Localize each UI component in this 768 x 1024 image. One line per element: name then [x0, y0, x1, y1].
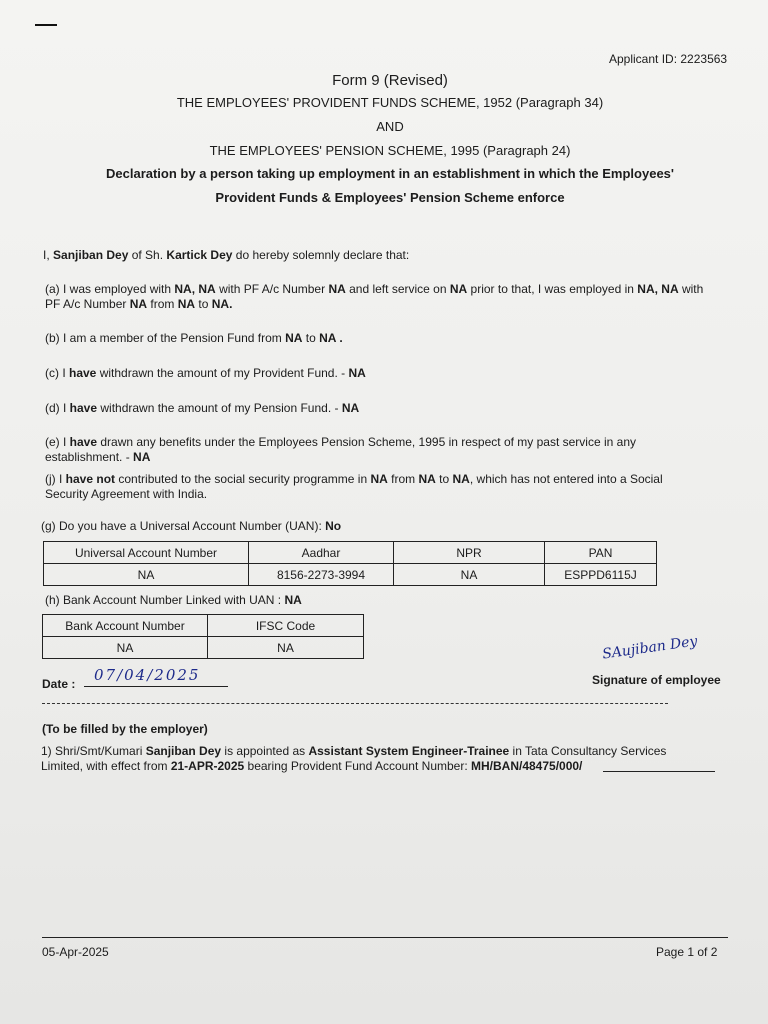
item-j: (j) I have not contributed to the social security programme in NA from NA to NA, which has not entered into a Social Security Agreement with India.	[45, 472, 663, 501]
item-g: (g) Do you have a Universal Account Number (UAN): No	[41, 519, 342, 533]
uan-value-row	[44, 564, 657, 586]
npr-value: NA	[394, 564, 545, 586]
employee-signature: SAujiban Dey	[601, 633, 699, 663]
footer-rule	[42, 937, 728, 938]
intro-line: I, Sanjiban Dey of Sh. Kartick Dey do hereby solemnly declare that:	[43, 248, 410, 262]
bank-account-value: NA	[43, 637, 208, 659]
uan-table	[43, 541, 657, 586]
margin-mark	[35, 24, 57, 26]
date-label: Date :	[42, 677, 76, 691]
footer-date: 05-Apr-2025	[42, 945, 109, 959]
scheme-2: THE EMPLOYEES' PENSION SCHEME, 1995 (Paragraph 24)	[209, 143, 571, 158]
pan-value: ESPPD6115J	[545, 564, 657, 586]
bank-value-row	[43, 637, 364, 659]
item-c: (c) I have withdrawn the amount of my Provident Fund. - NA	[45, 366, 366, 380]
scheme-1: THE EMPLOYEES' PROVIDENT FUNDS SCHEME, 1952 (Paragraph 34)	[176, 95, 604, 110]
footer-page-number: Page 1 of 2	[656, 945, 718, 959]
declaration-line-1: Declaration by a person taking up employment in an establishment in which the Employees'	[106, 166, 674, 181]
bank-table	[42, 614, 364, 659]
pan-header: PAN	[545, 542, 657, 564]
aadhar-header: Aadhar	[249, 542, 394, 564]
bank-account-header: Bank Account Number	[43, 615, 208, 637]
item-a: (a) I was employed with NA, NA with PF A/c Number NA and left service on NA prior to that, I was employed in NA, NA with PF A/c Number NA from NA to NA.	[45, 282, 704, 311]
date-underline	[84, 686, 228, 687]
ifsc-value: NA	[208, 637, 364, 659]
uan-value: NA	[44, 564, 249, 586]
and-text: AND	[376, 119, 404, 134]
applicant-id: Applicant ID: 2223563	[609, 52, 728, 66]
signature-label: Signature of employee	[592, 673, 721, 687]
employer-heading: (To be filled by the employer)	[42, 722, 208, 736]
declaration-line-2: Provident Funds & Employees' Pension Scheme enforce	[215, 190, 565, 205]
ifsc-header: IFSC Code	[208, 615, 364, 637]
bank-header-row	[43, 615, 364, 637]
item-b: (b) I am a member of the Pension Fund from NA to NA .	[45, 331, 343, 345]
item-h: (h) Bank Account Number Linked with UAN : NA	[45, 593, 302, 607]
aadhar-value: 8156-2273-3994	[249, 564, 394, 586]
date-handwritten: 07/04/2025	[94, 666, 201, 684]
uan-header: Universal Account Number	[44, 542, 249, 564]
item-d: (d) I have withdrawn the amount of my Pension Fund. - NA	[45, 401, 360, 415]
form-title: Form 9 (Revised)	[332, 72, 448, 89]
npr-header: NPR	[394, 542, 545, 564]
section-divider	[42, 703, 668, 704]
pf-number-underline	[603, 771, 715, 772]
uan-header-row	[44, 542, 657, 564]
item-e: (e) I have drawn any benefits under the Employees Pension Scheme, 1995 in respect of my past service in any establishment. - NA	[45, 435, 636, 464]
employer-statement: 1) Shri/Smt/Kumari Sanjiban Dey is appointed as Assistant System Engineer-Trainee in Tata Consultancy Services Limited, with effect from 21-APR-2025 bearing Provident Fund Account Number: MH/BAN/48475/000/	[41, 744, 667, 773]
